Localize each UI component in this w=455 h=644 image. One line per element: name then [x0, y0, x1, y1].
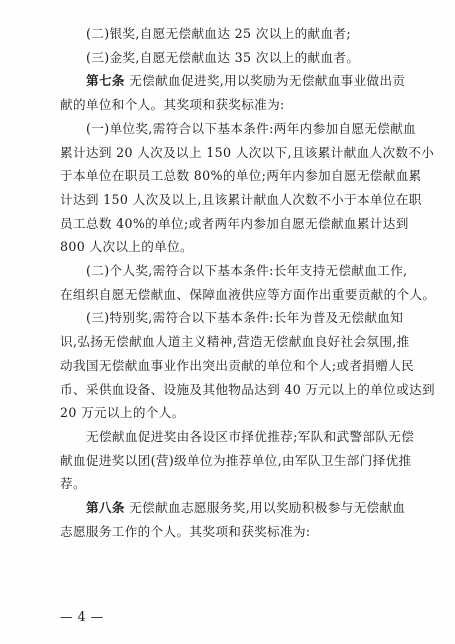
paragraph-gold-award — [60, 46, 403, 70]
text-line: 无偿献血促进奖由各设区市择优推荐;军队和武警部队无偿 — [86, 428, 415, 444]
text-line: 计达到 150 人次及以上,且该累计献血人次数不小于本单位在职 — [60, 191, 422, 207]
text-line: 于本单位在职员工总数 80%的单位;两年内参加自愿无偿献血累 — [60, 168, 422, 184]
article-7 — [60, 69, 406, 116]
text-line: 在组织自愿无偿献血、保障血液供应等方面作出重要贡献的个人。 — [60, 286, 436, 302]
text-line: 献的单位和个人。其奖项和获奖标准为: — [60, 97, 285, 113]
paragraph-individual-award — [60, 259, 436, 306]
paragraph-recommendation — [60, 425, 415, 496]
text-line: 识,弘扬无偿献血人道主义精神,营造无偿献血良好社会氛围,推 — [60, 334, 410, 350]
text-line: (二)个人奖,需符合以下基本条件:长年支持无偿献血工作, — [86, 263, 408, 279]
text-line: 无偿献血志愿服务奖,用以奖励积极参与无偿献血 — [129, 500, 406, 516]
text-line: 志愿服务工作的个人。其奖项和获奖标准为: — [60, 523, 311, 539]
page-number: — 4 — — [60, 609, 104, 624]
paragraph-silver-award — [60, 22, 403, 46]
text-line: (一)单位奖,需符合以下基本条件:两年内参加自愿无偿献血 — [86, 120, 417, 136]
article-8 — [60, 496, 406, 543]
text-line: 动我国无偿献血事业作出突出贡献的单位和个人;或者捐赠人民 — [60, 357, 415, 373]
page-content — [60, 22, 436, 543]
text-line: 员工总数 40%的单位;或者两年内参加自愿无偿献血累计达到 — [60, 215, 409, 231]
article-number: 第七条 — [86, 73, 125, 89]
text-line: 币、采供血设备、设施及其他物品达到 40 万元以上的单位或达到 — [60, 381, 435, 397]
text-line: (三)金奖,自愿无偿献血达 35 次以上的献血者。 — [86, 49, 360, 65]
text-line: (二)银奖,自愿无偿献血达 25 次以上的献血者; — [86, 26, 351, 41]
text-line: 荐。 — [60, 476, 86, 492]
text-line: (三)特别奖,需符合以下基本条件:长年为普及无偿献血知 — [86, 310, 404, 326]
paragraph-unit-award — [60, 117, 435, 259]
text-line: 献血促进奖以团(营)级单位为推荐单位,由军队卫生部门择优推 — [60, 452, 412, 468]
paragraph-special-award — [60, 306, 435, 425]
text-line: 累计达到 20 人次及以上 150 人次以下,且该累计献血人次数不小 — [60, 144, 435, 160]
text-line: 无偿献血促进奖,用以奖励为无偿献血事业做出贡 — [129, 73, 406, 89]
text-line: 800 人次以上的单位。 — [60, 239, 193, 255]
text-line: 20 万元以上的个人。 — [60, 405, 185, 421]
article-number: 第八条 — [86, 500, 125, 516]
